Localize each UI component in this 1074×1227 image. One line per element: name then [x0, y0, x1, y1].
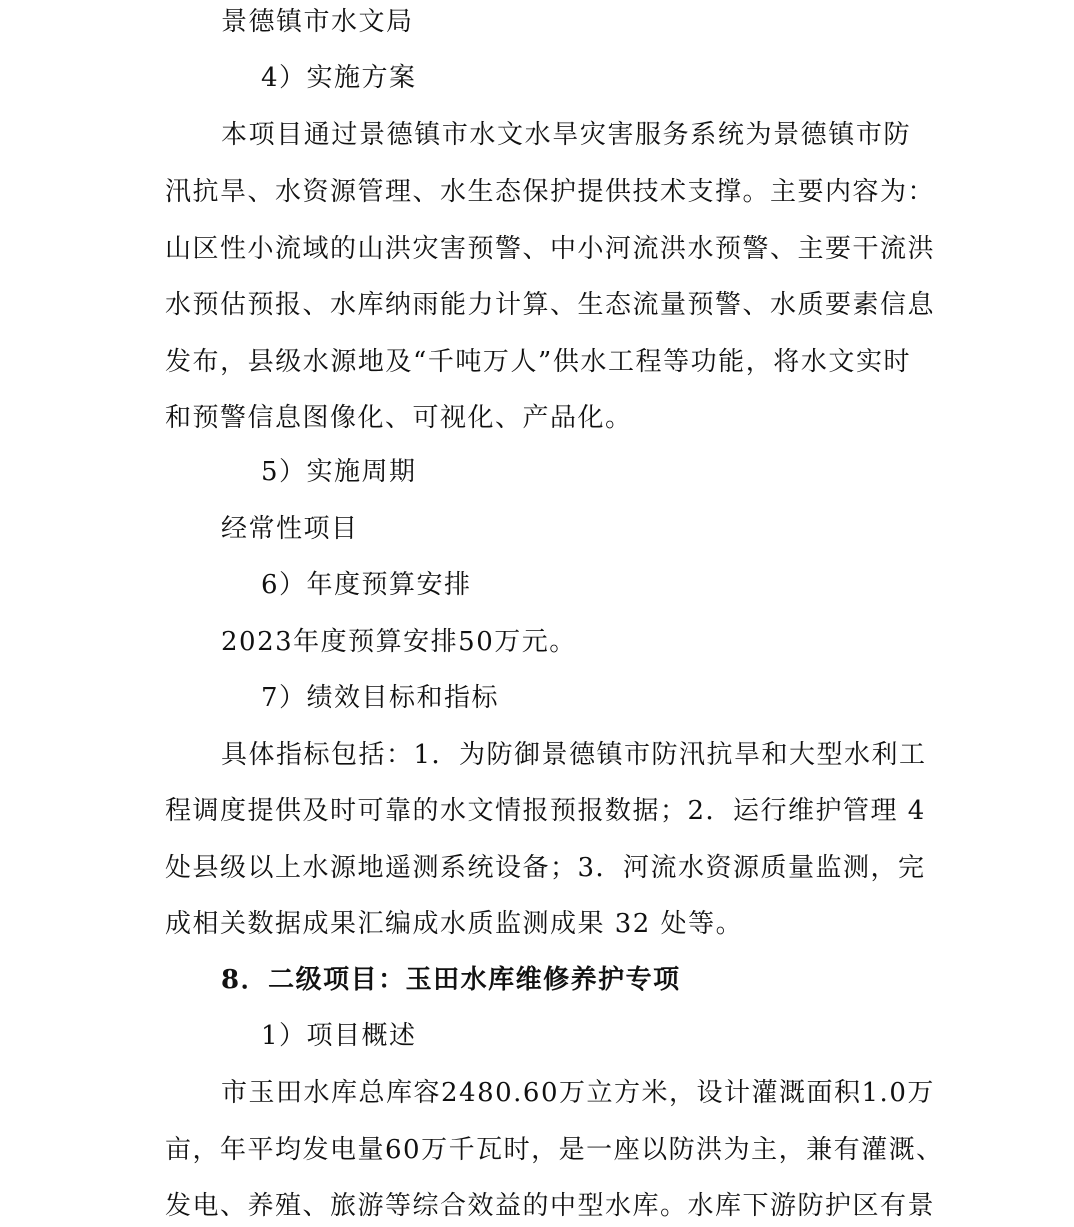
text-line-project-type: 经常性项目 [221, 514, 359, 544]
paragraph-line: 山区性小流域的山洪灾害预警、中小河流洪水预警、主要干流洪 [165, 234, 936, 264]
paragraph-line: 和预警信息图像化、可视化、产品化。 [165, 403, 633, 433]
paragraph-line: 具体指标包括：1．为防御景德镇市防汛抗旱和大型水利工 [221, 740, 927, 770]
subheading-performance-targets: 7）绩效目标和指标 [261, 683, 500, 713]
subheading-annual-budget: 6）年度预算安排 [261, 570, 472, 600]
text-line-budget: 2023年度预算安排50万元。 [221, 627, 577, 657]
subheading-implementation-plan: 4）实施方案 [261, 63, 417, 93]
paragraph-line: 处县级以上水源地遥测系统设备；3．河流水资源质量监测，完 [165, 853, 926, 883]
subheading-implementation-period: 5）实施周期 [261, 457, 417, 487]
paragraph-line: 水预估预报、水库纳雨能力计算、生态流量预警、水质要素信息 [165, 290, 936, 320]
paragraph-line: 亩，年平均发电量60万千瓦时，是一座以防洪为主，兼有灌溉、 [165, 1135, 944, 1165]
paragraph-line: 汛抗旱、水资源管理、水生态保护提供技术支撑。主要内容为： [165, 177, 936, 207]
paragraph-line: 市玉田水库总库容2480.60万立方米，设计灌溉面积1.0万 [221, 1078, 935, 1108]
paragraph-line: 成相关数据成果汇编成水质监测成果 32 处等。 [165, 909, 744, 939]
paragraph-line: 发布，县级水源地及“千吨万人”供水工程等功能，将水文实时 [165, 347, 911, 377]
paragraph-line: 程调度提供及时可靠的水文情报预报数据；2．运行维护管理 4 [165, 796, 926, 826]
section-heading-yutian-reservoir: 8．二级项目：玉田水库维修养护专项 [221, 965, 681, 995]
paragraph-line: 发电、养殖、旅游等综合效益的中型水库。水库下游防护区有景 [165, 1191, 936, 1221]
paragraph-line: 本项目通过景德镇市水文水旱灾害服务系统为景德镇市防 [221, 120, 911, 150]
text-line-org: 景德镇市水文局 [221, 7, 414, 37]
subheading-project-overview: 1）项目概述 [261, 1021, 417, 1051]
